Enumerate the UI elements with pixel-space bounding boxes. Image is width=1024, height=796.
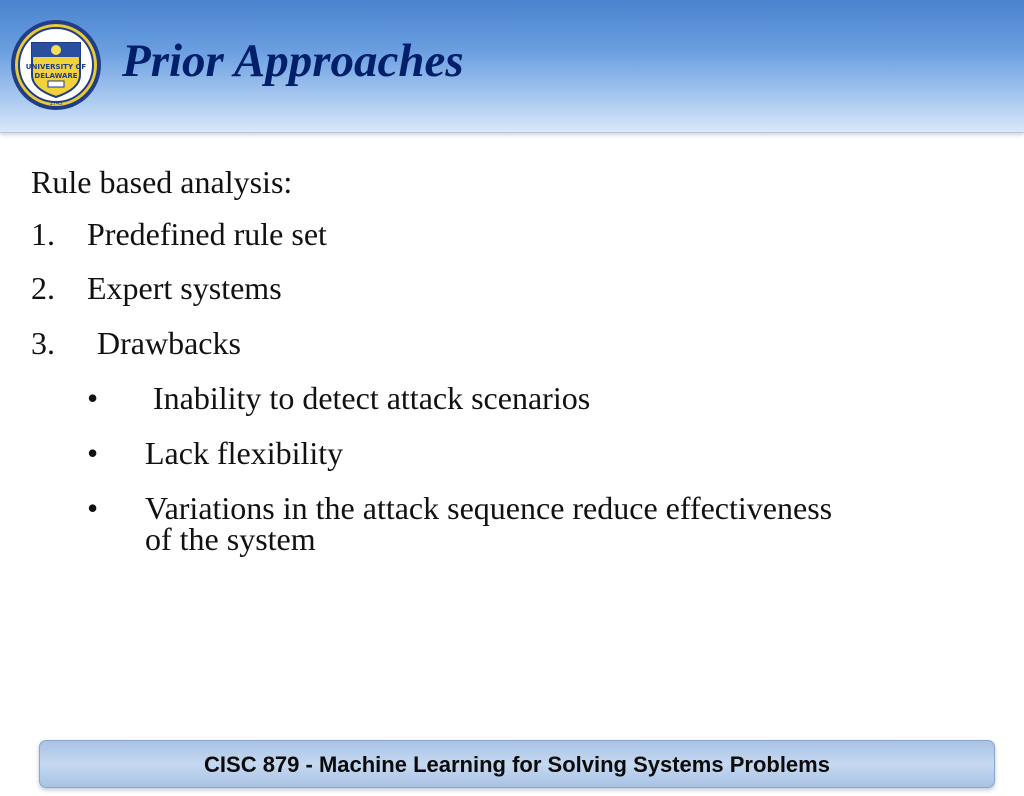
- course-footer-text: CISC 879 - Machine Learning for Solving Systems Problems: [204, 752, 830, 777]
- seal-text-2: DELAWARE: [34, 72, 78, 80]
- numbered-item-2: Expert systems: [87, 270, 282, 306]
- numbered-item-1: Predefined rule set: [87, 216, 327, 252]
- bullet-item-2: Lack flexibility: [145, 435, 344, 471]
- numbered-marker-2: 2.: [31, 270, 55, 306]
- seal-year: 1743: [49, 101, 63, 107]
- numbered-item-3: Drawbacks: [97, 325, 241, 361]
- bullet-marker: •: [87, 380, 99, 416]
- numbered-marker-3: 3.: [31, 325, 55, 361]
- numbered-marker-1: 1.: [31, 216, 55, 252]
- bullet-item-3-continuation: of the system: [145, 521, 316, 557]
- bullet-item-1: Inability to detect attack scenarios: [153, 380, 591, 416]
- bullet-marker: •: [87, 435, 99, 471]
- intro-line: Rule based analysis:: [31, 164, 293, 200]
- slide-title: Prior Approaches: [122, 35, 464, 87]
- bullet-item-3: Variations in the attack sequence reduce effectiveness: [145, 490, 833, 526]
- slide-footer: [39, 740, 995, 788]
- seal-text-1: UNIVERSITY OF: [25, 63, 87, 71]
- bullet-marker: •: [87, 490, 99, 526]
